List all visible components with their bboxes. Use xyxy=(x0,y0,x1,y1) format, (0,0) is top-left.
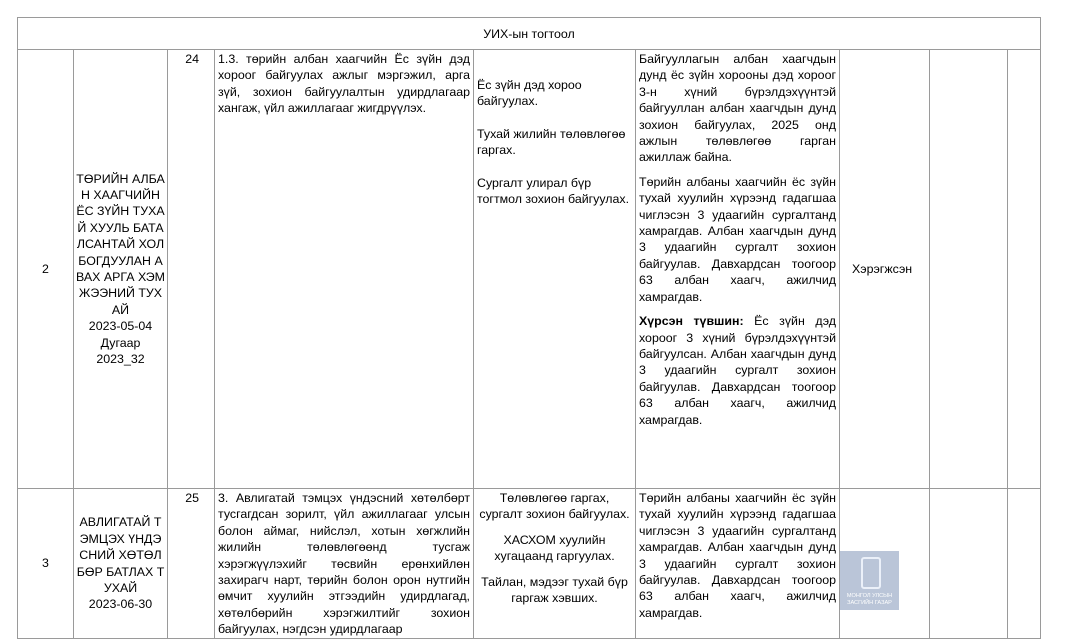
status-cell: Хэрэгжсэн xyxy=(840,50,930,489)
actions-cell xyxy=(474,489,636,639)
achieved-text: Ёс зүйн дэд хороог 3 хүний бүрэлдэхүүнтэй байгуулсан. Албан хаагчдын дунд 3 удаагийн сургалт зохион байгуулав. Давхардсан тоогоор 63 албан хаагч, ажилчид хамрагдав. xyxy=(639,314,836,427)
resolution-title-cell xyxy=(74,50,168,489)
section-title: УИХ-ын тогтоол xyxy=(483,27,575,42)
resolution-date: 2023-06-30 xyxy=(88,597,153,612)
soyombo-icon xyxy=(861,557,881,589)
result-paragraph: Байгууллагын албан хаагчдын дунд ёс зүйн хорооны дэд хороог 3-н хүний бүрэлдэхүүнтэй байгууллан албан хаагчдын дунд зохион байгуулах, 2025 онд ажлын төлөвлөгөө гарган ажиллаж байна. xyxy=(639,52,836,165)
table-row xyxy=(18,50,1041,489)
item-number: 24 xyxy=(168,50,215,489)
result-paragraph: Төрийн албаны хаагчийн ёс зүйн тухай хуулийн хүрээнд гадагшаа чиглэсэн 3 удаагийн сургалтанд хамрагдав. Албан хаагчдын дунд 3 удаагийн сургалт зохион байгуулав. Давхардсан тоогоор 63 албан хаагч, ажилчид хамрагдав. xyxy=(639,491,836,620)
empty-cell xyxy=(930,489,1008,639)
section-header xyxy=(18,18,1041,50)
resolution-title: ТӨРИЙН АЛБАН ХААГЧИЙН ЁС ЗҮЙН ТУХАЙ ХУУЛЬ БАТАЛСАНТАЙ ХОЛБОГДУУЛАН АВАХ АРГА ХЭМЖЭЭНИЙ ТУХАЙ xyxy=(76,171,166,317)
actions-cell xyxy=(474,50,636,489)
action-item: Тухай жилийн төлөвлөгөө гаргах. xyxy=(477,126,626,158)
row-number: 2 xyxy=(18,50,74,489)
results-cell xyxy=(636,489,840,639)
item-text: 1.3. төрийн албан хаагчийн Ёс зүйн дэд хороог байгуулах ажлыг мэргэжил, арга зүй, зохион байгуулалтын удирдлагаар хангаж, үйл ажиллагааг жигдрүүлэх. xyxy=(215,50,474,489)
resolution-title-cell xyxy=(74,489,168,639)
item-number: 25 xyxy=(168,489,215,639)
results-cell xyxy=(636,50,840,489)
decree-number: 2023_32 xyxy=(96,352,145,367)
action-item: ХАСХОМ хуулийн хугацаанд гаргуулах. xyxy=(494,532,615,564)
action-item: Сургалт улирал бүр тогтмол зохион байгуулах. xyxy=(477,175,630,207)
action-item: Төлөвлөгөө гаргах, сургалт зохион байгуулах. xyxy=(479,491,630,522)
seal-text-line2: ЗАСГИЙН ГАЗАР xyxy=(847,600,892,606)
empty-cell xyxy=(1008,50,1041,489)
action-item: Тайлан, мэдээг тухай бүр гаргаж хэвших. xyxy=(481,574,628,606)
item-text: 3. Авлигатай тэмцэх үндэсний хөтөлбөрт тусгагдсан зорилт, үйл ажиллагааг улсын болон аймаг, нийслэл, хотын хөгжлийн жилийн төлөвлөгөөнд тусгаж хэрэгжүүлэхийг төсвийн ерөнхийлөн захирагч нарт, төрийн болон орон нутгийн өмчит хуулийн этгээдийн удирдлагад, хөтөлбөрийн хэрэгжилтийг зохион байгуулах, нэгдсэн удирдлагаар xyxy=(218,491,470,637)
resolution-date: 2023-05-04 xyxy=(88,319,153,334)
resolution-title: АВЛИГАТАЙ ТЭМЦЭХ ҮНДЭСНИЙ ХӨТӨЛБӨР БАТЛАХ ТУХАЙ xyxy=(76,515,165,595)
result-paragraph: Төрийн албаны хаагчийн ёс зүйн тухай хуулийн хүрээнд гадагшаа чиглэсэн 3 удаагийн сургалтанд хамрагдав. Албан хаагчдын дунд 3 удаагийн сургалт зохион байгуулав. Давхардсан тоогоор 63 албан хаагч, ажилчид хамрагдав. xyxy=(639,174,836,304)
row-number: 3 xyxy=(18,489,74,639)
achieved-paragraph xyxy=(639,313,836,428)
empty-cell xyxy=(1008,489,1041,639)
achieved-label: Хүрсэн түвшин: xyxy=(639,314,744,329)
action-item: Ёс зүйн дэд хороо байгуулах. xyxy=(477,78,582,109)
decree-label: Дугаар xyxy=(100,335,141,350)
resolution-table xyxy=(17,17,1041,639)
empty-cell xyxy=(930,50,1008,489)
seal-text-line1: МОНГОЛ УЛСЫН xyxy=(846,593,893,599)
item-text-cell xyxy=(215,489,474,639)
government-seal-logo xyxy=(840,551,899,610)
